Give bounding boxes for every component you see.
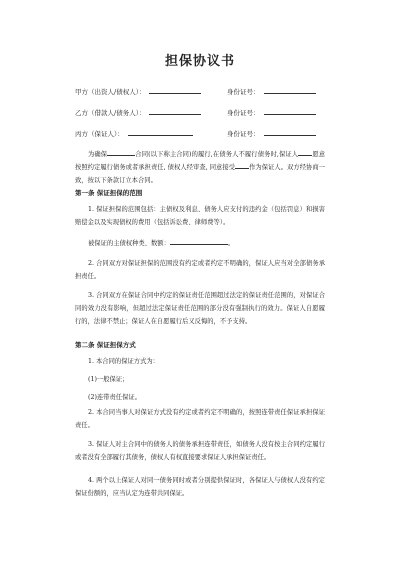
article-1-paragraph-2: 2. 合同双方对保证担保的范围没有约定或者约定不明确的，保证人应当对全部债务承担责任。 xyxy=(75,260,325,280)
intro-text-a: 为确保 xyxy=(88,151,108,158)
article-2-line-2: (1)一般保证； xyxy=(88,376,129,383)
party-b-name-blank xyxy=(149,108,201,115)
article-2-line-3: (2)连带责任保证。 xyxy=(88,394,141,401)
claim-end: 。 xyxy=(227,240,235,247)
party-c-row xyxy=(75,129,260,138)
article-2-line-1: 1. 本合同的保证方式为： xyxy=(88,358,159,365)
contract-name-blank xyxy=(107,149,135,156)
party-b-id-label: 身份证号： xyxy=(227,109,260,117)
party-c-label: 丙方（保证人）： xyxy=(75,130,124,138)
party-a-id-label: 身份证号： xyxy=(227,88,260,96)
article-1-title: 第一条 保证担保的范围 xyxy=(75,189,143,197)
party-b-id-blank xyxy=(264,108,316,115)
party-c-id-blank xyxy=(264,129,316,136)
article-2-paragraph-2: 2. 本合同当事人对保证方式没有约定或者约定不明确的，按照连带责任保证承担保证责任。 xyxy=(75,409,325,429)
intro-paragraph xyxy=(75,148,325,187)
party-a-name-blank xyxy=(149,87,201,94)
intro-text-e: 作为保证人。双方经协商一致，按以下条款订立本合同。 xyxy=(75,164,326,184)
article-2-paragraph-3: 3. 保证人对主合同中的债务人的债务承担连带责任，如债务人没有按主合同约定履行或者没有全部履行其债务，债权人有权直接要求保证人承担保证责任。 xyxy=(75,441,325,461)
party-a-row xyxy=(75,87,260,96)
guarantor-blank xyxy=(298,149,312,156)
article-1-claim-line xyxy=(88,238,234,247)
article-1-paragraph-1: 1. 保证担保的范围包括：主债权及利息、债务人应支付的违约金（包括罚息）和损害赔偿金以及实现债权的费用（包括诉讼费、律师费等）。 xyxy=(75,206,325,226)
article-2-paragraph-4: 4. 两个以上保证人对同一债务同时或者分别提供保证时，各保证人与债权人没有约定保证份额的，应当认定为连带共同保证。 xyxy=(75,477,325,497)
party-a-id-blank xyxy=(264,87,316,94)
claim-blank xyxy=(170,238,228,245)
party-a-label: 甲方（出资人/债权人）： xyxy=(75,88,146,96)
intro-text-d: 意按照约定履行债务或者承担责任, 债权人经审查, 同意接受 xyxy=(75,151,326,171)
article-1-paragraph-3: 3. 合同双方在保证合同中约定的保证责任范围超过法定的保证责任范围的，对保证合同的效力没有影响，但超过法定保证责任范围的部分没有强制执行的效力。保证人自愿履行的，法律不禁止；保证人在自愿履行后又反悔的，不予支持。 xyxy=(75,292,325,325)
article-2-title: 第二条 保证担保方式 xyxy=(75,341,136,349)
party-c-name-blank xyxy=(128,129,193,136)
document-title: 担保协议书 xyxy=(164,54,235,69)
intro-text-c: 愿 xyxy=(312,151,319,158)
party-c-id-label: 身份证号： xyxy=(227,130,260,138)
claim-label: 被保证的主债权种类、数额： xyxy=(88,240,170,247)
accept-guarantor-blank xyxy=(235,162,249,169)
party-b-label: 乙方（借款人/债务人）： xyxy=(75,109,146,117)
party-b-row xyxy=(75,108,260,117)
intro-text-b: 合同(以下称主合同)的履行,在债务人不履行债务时,保证人 xyxy=(135,151,299,158)
